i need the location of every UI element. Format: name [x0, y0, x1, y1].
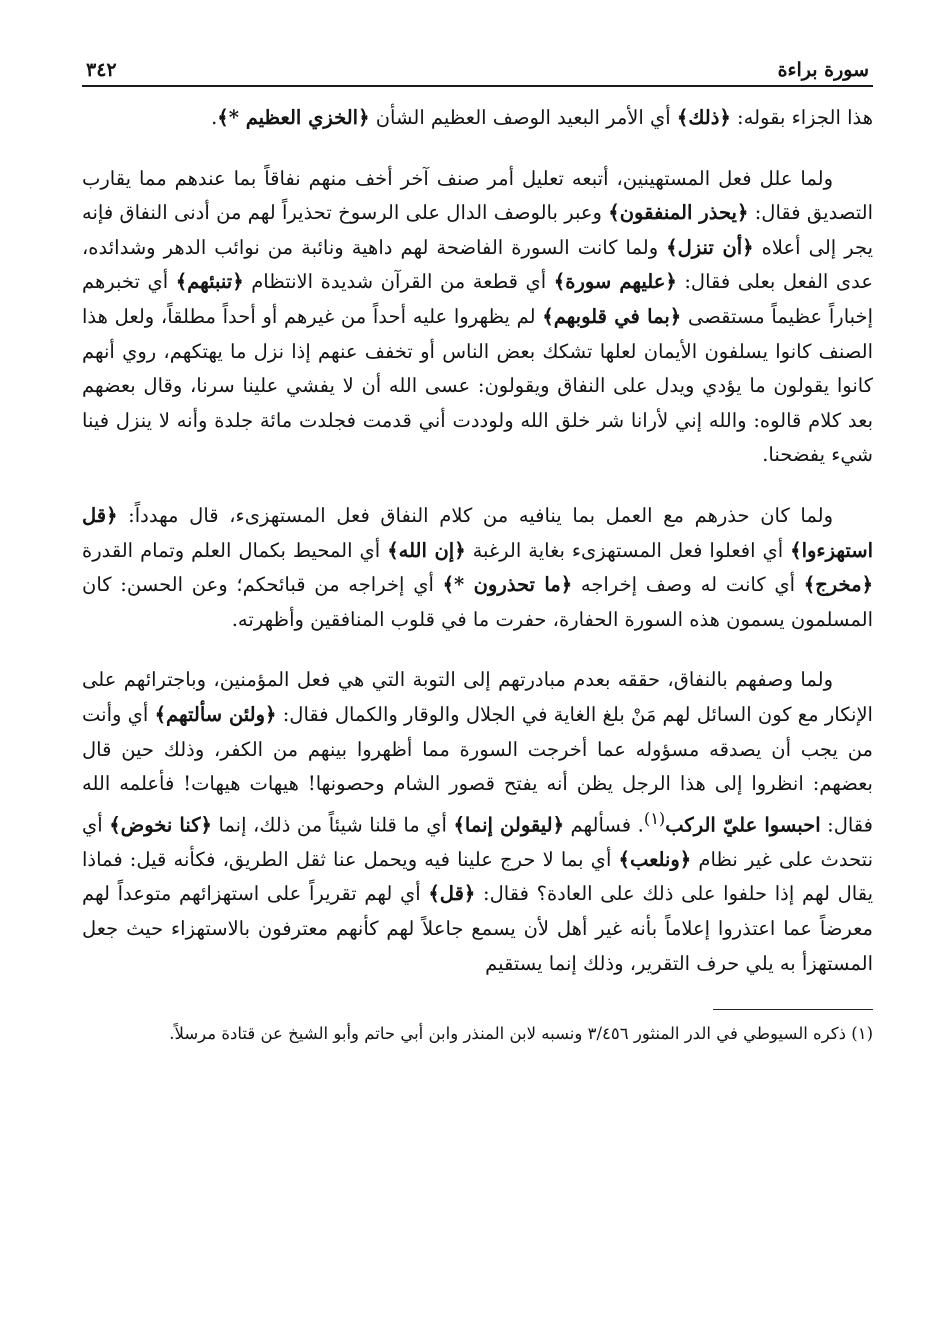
text-run: هذا الجزاء بقوله: [730, 106, 873, 129]
quran-quote: ﴿إن الله﴾ [387, 538, 466, 562]
quran-quote: ﴿كنا نخوض﴾ [109, 813, 212, 837]
text-run: أي افعلوا فعل المستهزىء بغاية الرغبة [465, 538, 791, 562]
text-run: ولما كان حذرهم مع العمل بما ينافيه من كلام النفاق فعل المستهزىء، قال مهدداً: [117, 503, 833, 527]
text-run: أي المحيط بكمال العلم وتمام القدرة [82, 538, 388, 562]
footnote-reference: (١) [643, 808, 666, 828]
paragraph-2 [82, 499, 873, 637]
text-run: أي نتحدث على غير نظام [82, 813, 873, 871]
surah-title: سورة براءة [777, 59, 869, 81]
quran-quote: ﴿أن تنزل﴾ [666, 235, 754, 259]
text-run: ولما علل فعل المستهينين، أتبعه تعليل أمر صنف آخر أخف منهم نفاقاً بما عندهم مما يقارب التصديق فقال: [82, 166, 874, 225]
quran-quote: ﴿مخرج﴾ [803, 573, 874, 597]
text-run: ولما وصفهم بالنفاق، حققه بعدم مبادرتهم إلى التوبة التي هي فعل المؤمنين، وباجترائهم على الإنكار مع كون السائل لهم مَنْ بلغ الغاية في الجلال والوقار والكمال فقال: [82, 668, 873, 726]
text-run: أي إخراجه من قبائحكم؛ وعن الحسن: كان المسلمون يسمون هذه السورة الحفارة، حفرت ما في قلوب المنافقين وأظهرته. [82, 573, 873, 631]
footnote-divider [713, 1009, 873, 1010]
quran-quote: ﴿بما في قلوبهم﴾ [542, 304, 682, 328]
text-run: . فسألهم [564, 813, 644, 837]
running-header [82, 58, 873, 87]
hadith-quote: احبسوا عليّ الركب [665, 813, 821, 837]
quran-quote: ﴿ما تحذرون *﴾ [442, 573, 573, 597]
text-run: . [211, 106, 218, 129]
quran-quote: ﴿قل استهزءوا﴾ [82, 503, 873, 562]
paragraph-intro [82, 101, 873, 136]
text-run: وعبر بالوصف الدال على الرسوخ تحذيراً لهم من أدنى النفاق فإنه يجر إلى أعلاه [82, 201, 873, 259]
text-run: ولما كانت السورة الفاضحة لهم داهية ونائبة من نوائب الدهر وشدائده، عدى الفعل بعلى فقال: [82, 235, 873, 294]
quran-quote: ﴿قل﴾ [428, 882, 476, 906]
paragraph-1 [82, 162, 873, 473]
quran-quote: ﴿يحذر المنفقون﴾ [608, 201, 749, 225]
quran-quote: ﴿ونلعب﴾ [618, 847, 692, 871]
quran-quote: ﴿تنبئهم﴾ [175, 270, 244, 294]
quran-quote: ﴿ذلك﴾ [676, 106, 731, 129]
paragraph-3 [82, 663, 873, 981]
main-text [82, 87, 873, 981]
footnote: (١) ذكره السيوطي في الدر المنثور ٣/٤٥٦ ونسبه لابن المنذر وابن أبي حاتم وأبو الشيخ عن قتادة مرسلاً. [169, 1024, 873, 1044]
page-number: ٣٤٢ [86, 59, 117, 81]
quran-quote: ﴿ولئن سألتهم﴾ [154, 702, 277, 726]
text-run: أي كانت له وصف إخراجه [572, 573, 804, 597]
text-run: أي لهم تقريراً على استهزائهم متوعداً لهم معرضاً عما اعتذروا إعلاماً بأنه غير أهل لأن يسمع جاعلاً لهم كأنهم معترفون بالاستهزاء حيث جعل المستهزأ به يلي حرف التقرير، وذلك إنما يستقيم [82, 882, 873, 975]
text-run: أي وأنت من يجب أن يصدقه مسؤوله عما أخرجت السورة مما أظهروا بينهم من الكفر، وذلك حين قال بعضهم: انظروا إلى هذا الرجل يظن أنه يفتح قصور الشام وحصونها! هيهات هيهات! فأعلمه الله فقال: [82, 702, 873, 837]
text-run: لم يظهروا عليه أحداً من غيرهم أو أحداً مطلقاً، ولعل هذا الصنف كانوا يسلفون الأيمان لعلها تشكك بعض الناس أو تخفف عنهم إذا نزل ما يهتكهم، روي أنهم كانوا يقولون ما يؤدي ويدل على النفاق ويقولون: عسى الله أن لا يفشي علينا سرنا، وقال بعضهم بعد كلام قالوه: والله إني لأرانا شر خلق الله ولوددت أني قدمت فجلدت مائة جلدة وأنه لا ينزل فينا شيء يفضحنا. [82, 304, 873, 467]
text-run: أي ما قلنا شيئاً من ذلك، إنما [211, 813, 454, 837]
text-run: أي بما لا حرج علينا فيه ويحمل عنا ثقل الطريق، فكأنه قيل: فماذا يقال لهم إذا حلفوا على ذلك على العادة؟ فقال: [82, 847, 873, 906]
quran-quote: ﴿عليهم سورة﴾ [553, 270, 677, 294]
text-run: أي قطعة من القرآن شديدة الانتظام [243, 270, 554, 294]
text-run: أي تخبرهم إخباراً عظيماً مستقصى [82, 270, 874, 328]
quran-quote: ﴿ليقولن إنما﴾ [453, 813, 565, 837]
text-run: أي الأمر البعيد الوصف العظيم الشأن [369, 106, 677, 129]
quran-quote: ﴿الخزي العظيم *﴾ [217, 106, 370, 129]
